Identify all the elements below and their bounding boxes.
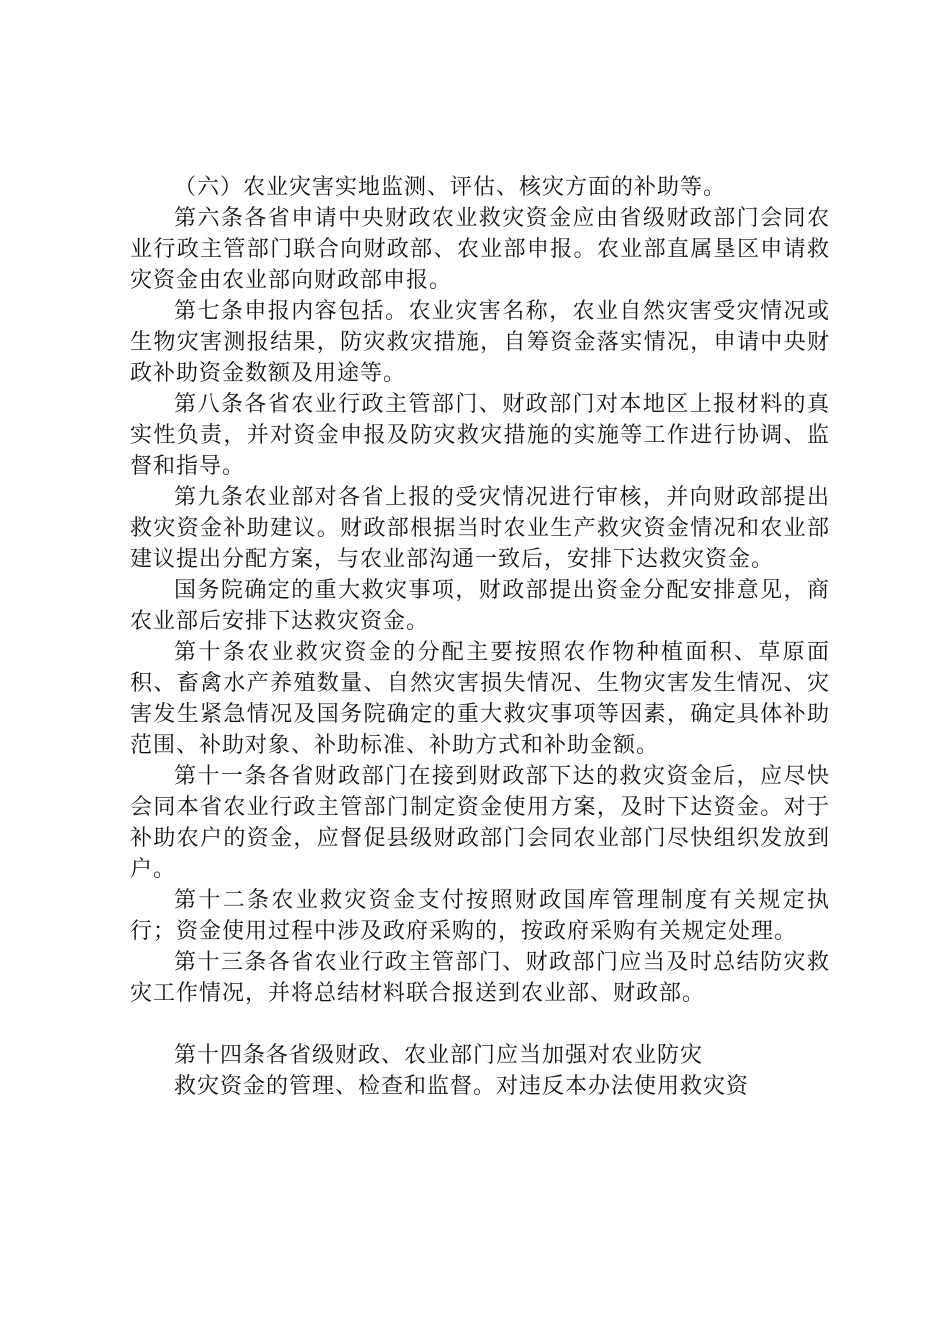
article-10: 第十条农业救灾资金的分配主要按照农作物种植面积、草原面积、畜禽水产养殖数量、自然灾害损失情况、生物灾害发生情况、灾害发生紧急情况及国务院确定的重大救灾事项等因素，确定具体补助范围、补助对象、补助标准、补助方式和补助金额。 — [130, 640, 830, 758]
article-9-supplement: 国务院确定的重大救灾事项，财政部提出资金分配安排意见，商农业部后安排下达救灾资金。 — [130, 578, 830, 634]
article-6: 第六条各省申请中央财政农业救灾资金应由省级财政部门会同农业行政主管部门联合向财政部、农业部申报。农业部直属垦区申请救灾资金由农业部向财政部申报。 — [130, 206, 830, 293]
article-14-continued: 救灾资金的管理、检查和监督。对违反本办法使用救灾资 — [174, 1074, 750, 1099]
article-14: 第十四条各省级财政、农业部门应当加强对农业防灾 — [174, 1043, 704, 1068]
article-11: 第十一条各省财政部门在接到财政部下达的救灾资金后，应尽快会同本省农业行政主管部门制定资金使用方案，及时下达资金。对于补助农户的资金，应督促县级财政部门会同农业部门尽快组织发放到户。 — [130, 764, 830, 882]
article-13: 第十三条各省农业行政主管部门、财政部门应当及时总结防灾救灾工作情况，并将总结材料联合报送到农业部、财政部。 — [130, 950, 830, 1006]
document-body — [130, 172, 830, 1102]
article-8: 第八条各省农业行政主管部门、财政部门对本地区上报材料的真实性负责，并对资金申报及防灾救灾措施的实施等工作进行协调、监督和指导。 — [130, 392, 830, 479]
article-12: 第十二条农业救灾资金支付按照财政国库管理制度有关规定执行；资金使用过程中涉及政府采购的，按政府采购有关规定处理。 — [130, 888, 830, 944]
article-7: 第七条申报内容包括。农业灾害名称，农业自然灾害受灾情况或生物灾害测报结果，防灾救灾措施，自筹资金落实情况，申请中央财政补助资金数额及用途等。 — [130, 299, 830, 386]
article-9: 第九条农业部对各省上报的受灾情况进行审核，并向财政部提出救灾资金补助建议。财政部根据当时农业生产救灾资金情况和农业部建议提出分配方案，与农业部沟通一致后，安排下达救灾资金。 — [130, 485, 830, 572]
paragraph-item-6: （六）农业灾害实地监测、评估、核灾方面的补助等。 — [174, 175, 727, 200]
